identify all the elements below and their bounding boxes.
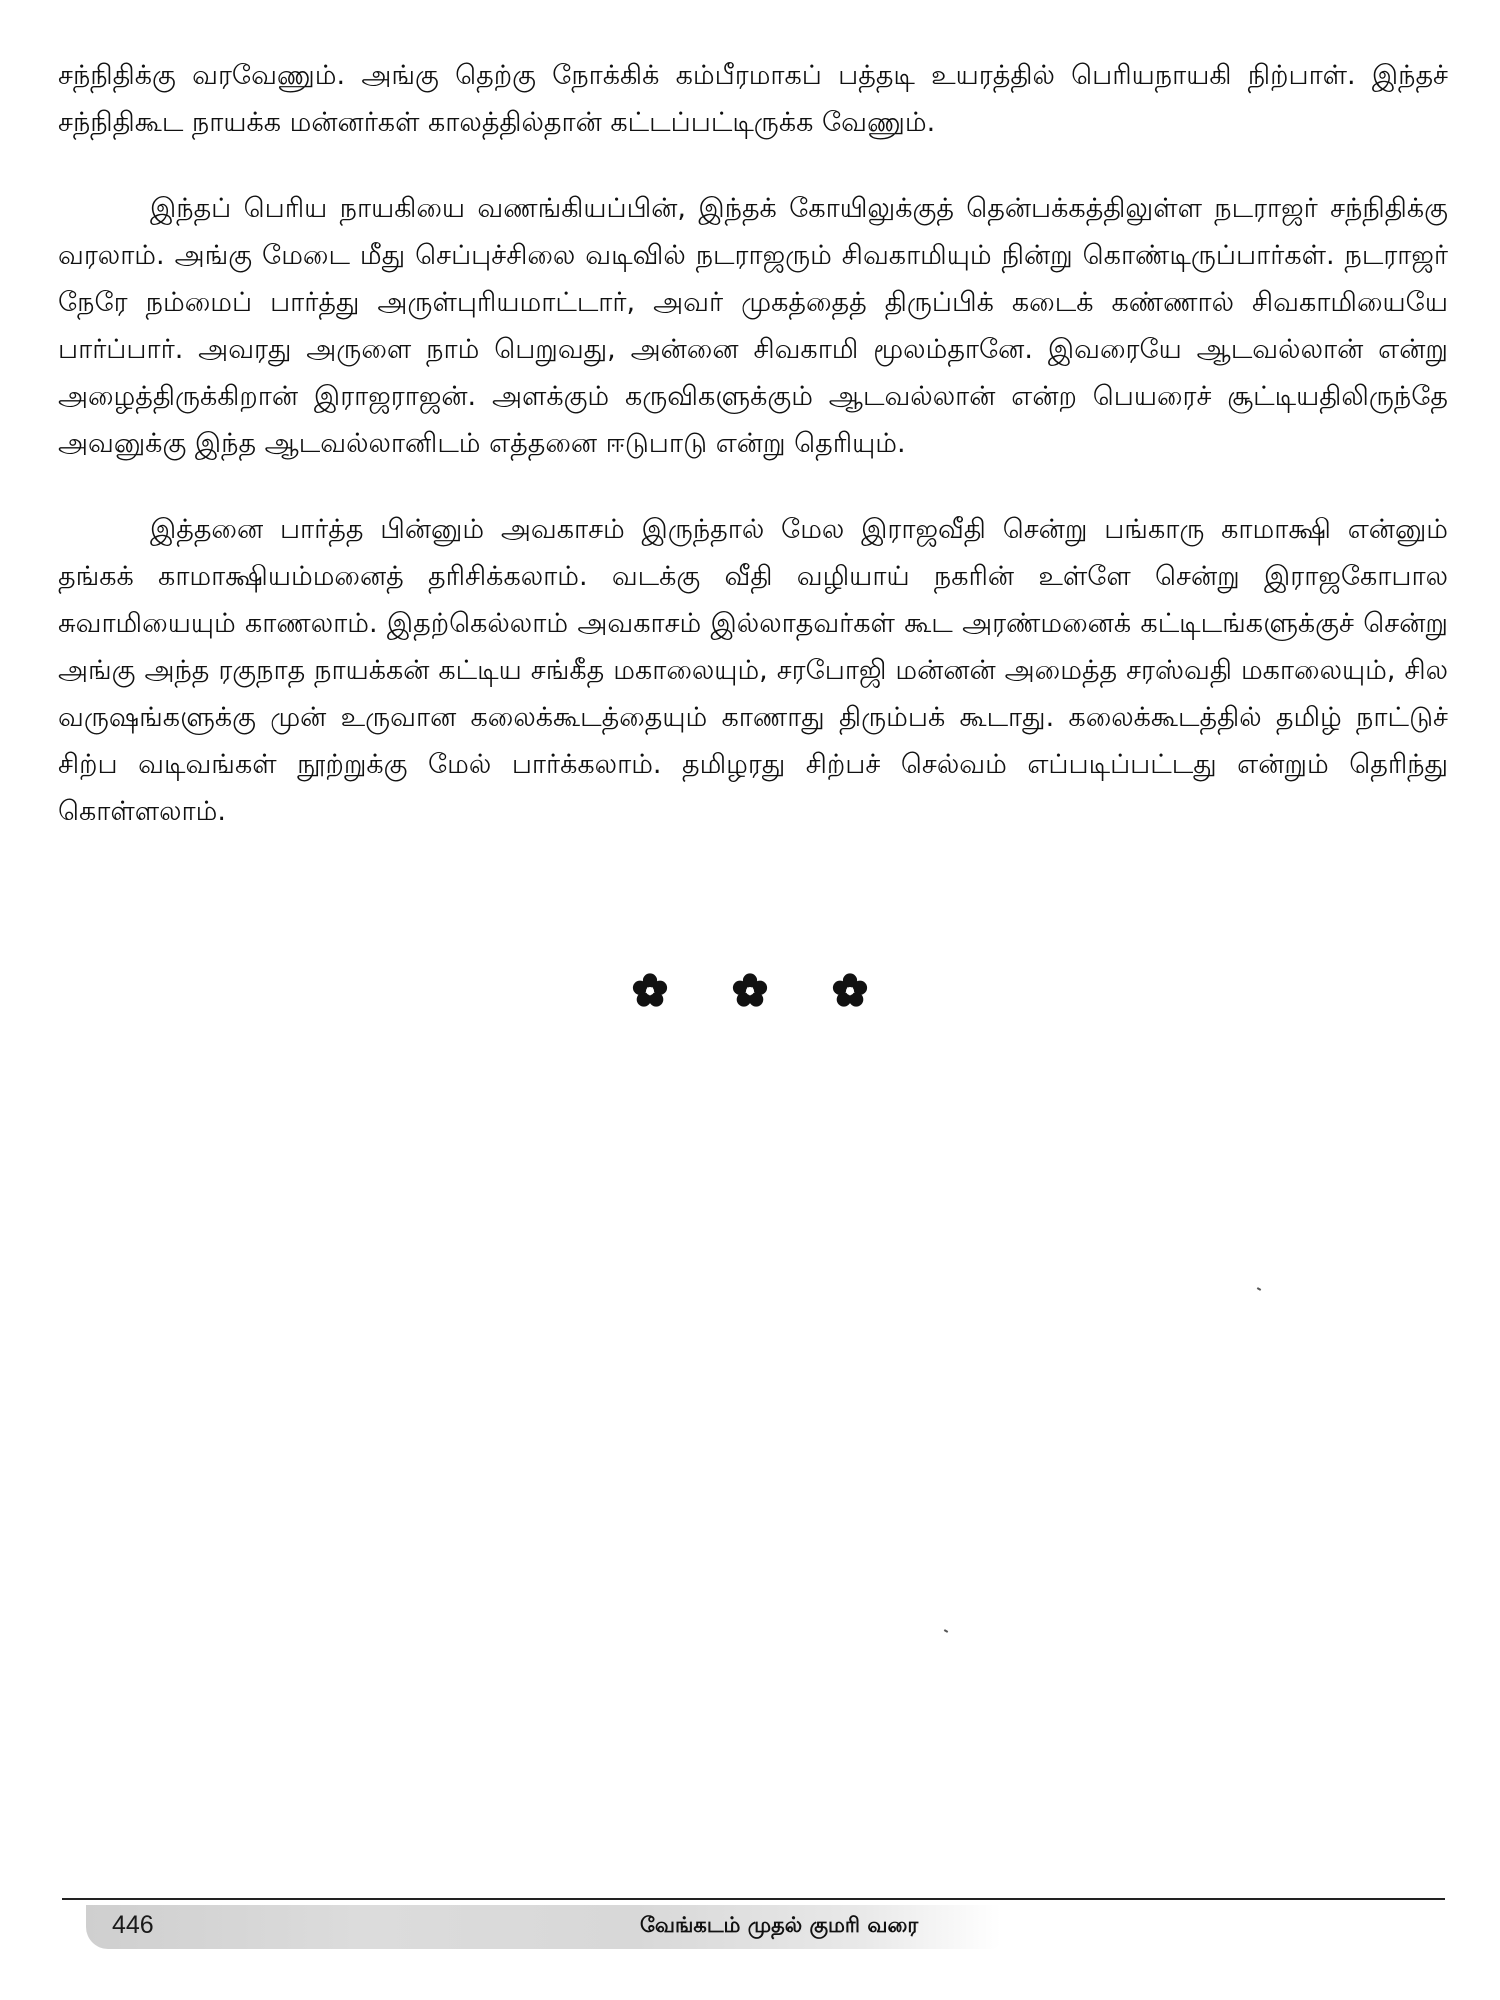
page-number: 446 [112, 1911, 154, 1939]
flower-icon [831, 972, 869, 1010]
running-title: வேங்கடம் முதல் குமரி வரை [640, 1913, 919, 1937]
paragraph-nataraja: இந்தப் பெரிய நாயகியை வணங்கியப்பின், இந்தக் கோயிலுக்குத் தென்பக்கத்திலுள்ள நடராஜர் சந்நிதிக்கு வரலாம். அங்கு மேடை மீது செப்புச்சிலை வடிவில் நடராஜரும் சிவகாமியும் நின்று கொண்டிருப்பார்கள். நடராஜர் நேரே நம்மைப் பார்த்து அருள்புரியமாட்டார், அவர் முகத்தைத் திருப்பிக் கடைக் கண்ணால் சிவகாமியையே பார்ப்பார். அவரது அருளை நாம் பெறுவது, அன்னை சிவகாமி மூலம்தானே. இவரையே ஆடவல்லான் என்று அழைத்திருக்கிறான் இராஜராஜன். அளக்கும் கருவிகளுக்கும் ஆடவல்லான் என்ற பெயரைச் சூட்டியதிலிருந்தே அவனுக்கு இந்த ஆடவல்லானிடம் எத்தனை ஈடுபாடு என்று தெரியும். [58, 193, 1448, 459]
scan-speck [944, 1629, 948, 1633]
flower-icon [631, 972, 669, 1010]
section-end-ornaments [0, 972, 1500, 1010]
footer-rule [62, 1898, 1445, 1900]
paragraph-continuation: சந்நிதிக்கு வரவேணும். அங்கு தெற்கு நோக்கிக் கம்பீரமாகப் பத்தடி உயரத்தில் பெரியநாயகி நிற்பாள். இந்தச் சந்நிதிகூட நாயக்க மன்னர்கள் காலத்தில்தான் கட்டப்பட்டிருக்க வேணும். [58, 60, 1448, 138]
flower-icon [731, 972, 769, 1010]
scan-speck [1257, 1287, 1261, 1291]
paragraph-palace: இத்தனை பார்த்த பின்னும் அவகாசம் இருந்தால் மேல இராஜவீதி சென்று பங்காரு காமாக்ஷி என்னும் தங்கக் காமாக்ஷியம்மனைத் தரிசிக்கலாம். வடக்கு வீதி வழியாய் நகரின் உள்ளே சென்று இராஜகோபால சுவாமியையும் காணலாம். இதற்கெல்லாம் அவகாசம் இல்லாதவர்கள் கூட அரண்மனைக் கட்டிடங்களுக்குச் சென்று அங்கு அந்த ரகுநாத நாயக்கன் கட்டிய சங்கீத மகாலையும், சரபோஜி மன்னன் அமைத்த சரஸ்வதி மகாலையும், சில வருஷங்களுக்கு முன் உருவான கலைக்கூடத்தையும் காணாது திரும்பக் கூடாது. கலைக்கூடத்தில் தமிழ் நாட்டுச் சிற்ப வடிவங்கள் நூற்றுக்கு மேல் பார்க்கலாம். தமிழரது சிற்பச் செல்வம் எப்படிப்பட்டது என்றும் தெரிந்து கொள்ளலாம். [58, 514, 1448, 827]
page-body [58, 52, 1448, 835]
